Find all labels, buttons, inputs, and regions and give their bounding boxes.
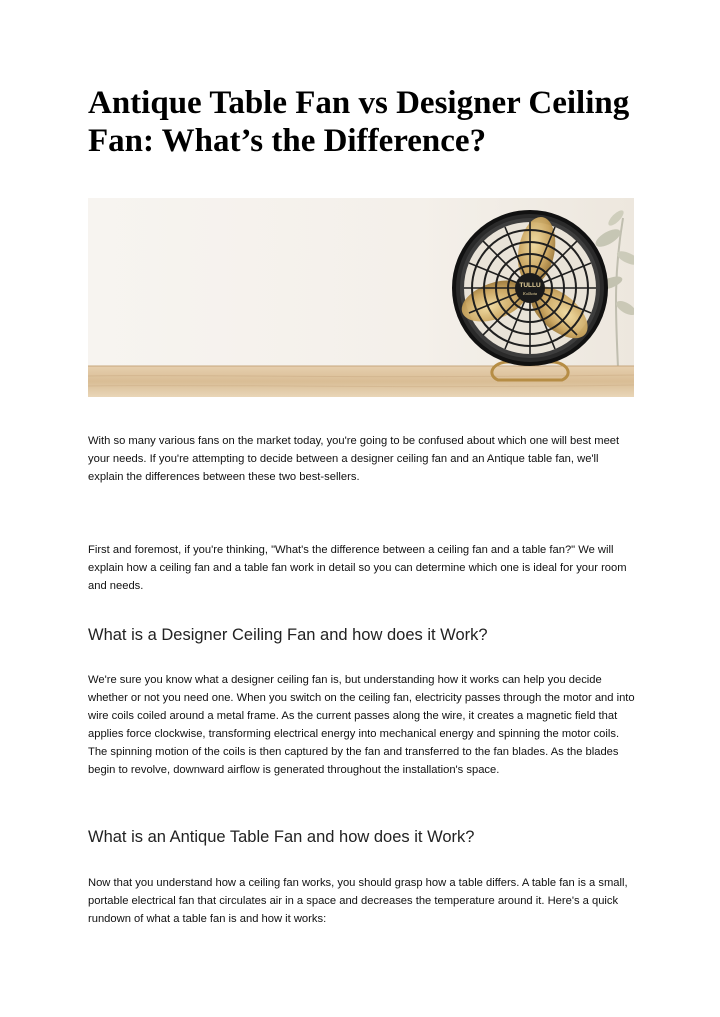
second-paragraph: First and foremost, if you're thinking, "What's the difference between a ceiling fan and a table fan?" We will explain how a ceiling fan and a table fan work in detail so you can determine which one is ideal for your room and needs.: [88, 544, 627, 592]
section-heading-table-fan: What is an Antique Table Fan and how does it Work?: [88, 828, 475, 846]
section-paragraph-table-fan: Now that you understand how a ceiling fan works, you should grasp how a table differs. A table fan is a small, portable electrical fan that circulates air in a space and decreases the temperature around it. Here's a quick rundown of what a table fan is and how it works:: [88, 877, 628, 925]
fan-badge-city: Kolkata: [522, 291, 538, 296]
intro-paragraph: With so many various fans on the market today, you're going to be confused about which one will best meet your needs. If you're attempting to decide between a designer ceiling fan and an Antique table fan, we'll explain the differences between these two best-sellers.: [88, 435, 620, 483]
article-title: Antique Table Fan vs Designer Ceiling Fan: What’s the Difference?: [88, 85, 630, 159]
hero-image: [88, 198, 634, 397]
fan-badge-brand: TULLU: [519, 282, 541, 289]
section-heading-ceiling-fan: What is a Designer Ceiling Fan and how does it Work?: [88, 626, 488, 644]
section-paragraph-ceiling-fan: We're sure you know what a designer ceiling fan is, but understanding how it works can help you decide whether or not you need one. When you switch on the ceiling fan, electricity passes through the motor and into wire coils coiled around a metal frame. As the current passes along the wire, it creates a magnetic field that applies force clockwise, transforming electrical energy into mechanical energy and spinning the motor coils. The spinning motion of the coils is then captured by the fan and transferred to the fan blades. As the blades begin to revolve, downward airflow is generated throughout the installation's space.: [88, 674, 635, 776]
